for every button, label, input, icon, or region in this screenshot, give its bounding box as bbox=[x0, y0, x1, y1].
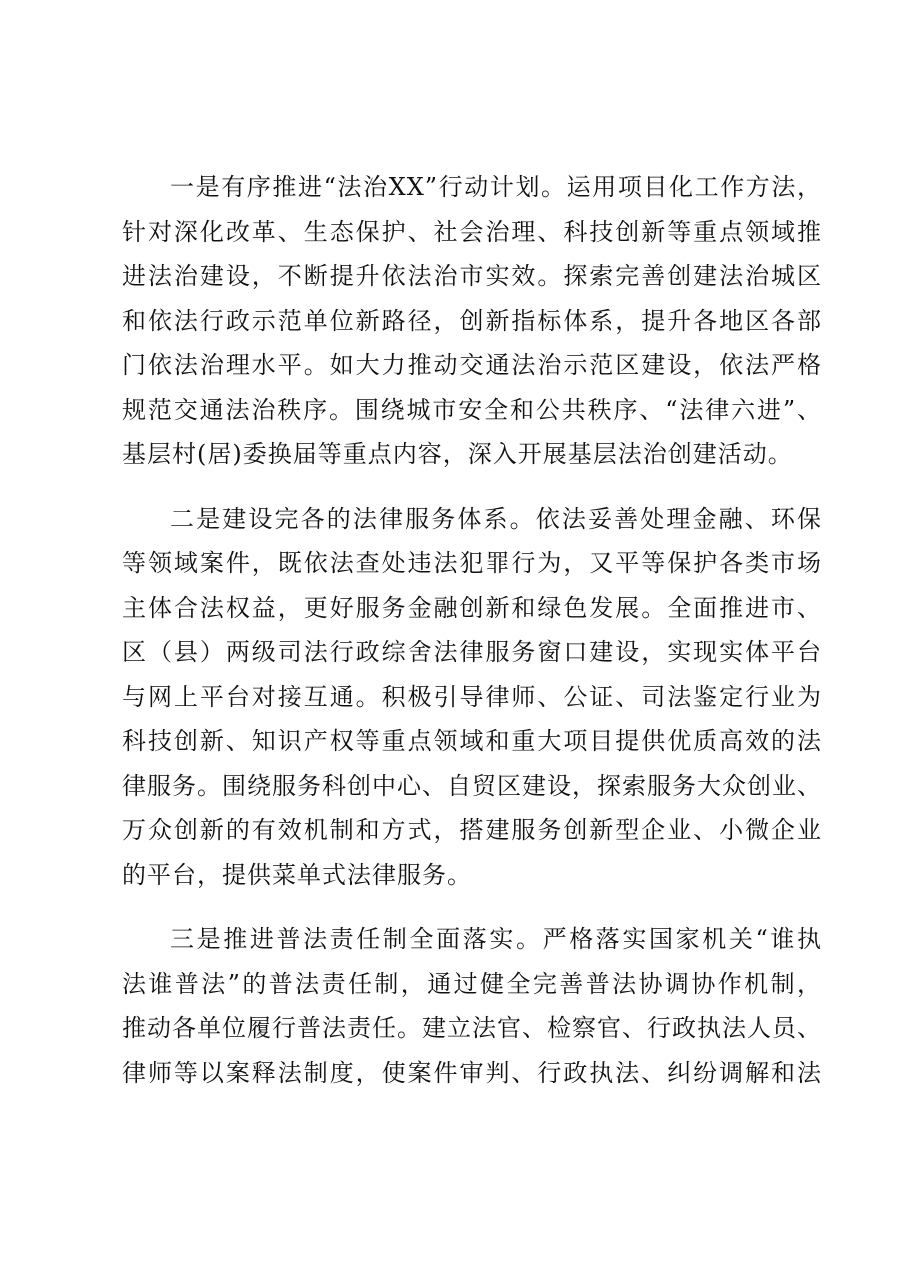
paragraph-3 bbox=[122, 917, 822, 1095]
text-line: 法谁普法”的普法责任制，通过健全完善普法协调协作机制， bbox=[122, 969, 822, 998]
document-body bbox=[122, 165, 822, 1115]
text-line: 二是建设完各的法律服务体系。依法妥善处理金融、环保 bbox=[170, 504, 822, 533]
text-line: 推动各单位履行普法责任。建立法官、检察官、行政执法人员、 bbox=[122, 1014, 822, 1042]
text-line: 规范交通法治秩序。围绕城市安全和公共秩序、“法律六进”、 bbox=[122, 395, 822, 424]
paragraph-2 bbox=[122, 497, 822, 898]
text-line: 区（县）两级司法行政综舍法律服务窗口建设，实现实体平台 bbox=[122, 638, 822, 666]
text-line: 万众创新的有效机制和方式，搭建服务创新型企业、小微企业 bbox=[122, 816, 822, 844]
text-line: 律师等以案释法制度，使案件审判、行政执法、纠纷调解和法 bbox=[122, 1058, 822, 1087]
text-line: 律服务。围绕服务科创中心、自贸区建设，探索服务大众创业、 bbox=[122, 771, 822, 800]
text-line: 科技创新、知识产权等重点领域和重大项目提供优质高效的法 bbox=[122, 727, 822, 755]
text-line: 与网上平台对接互通。积极引导律师、公证、司法鉴定行业为 bbox=[122, 682, 822, 711]
text-line: 等领域案件，既依法查处违法犯罪行为，又平等保护各类市场 bbox=[122, 549, 822, 577]
text-line: 的平台，提供菜单式法律服务。 bbox=[122, 860, 472, 889]
text-line: 主体合法权益，更好服务金融创新和绿色发展。全面推进市、 bbox=[122, 593, 822, 622]
text-line: 针对深化改革、生态保护、社会治理、科技创新等重点领域推 bbox=[122, 217, 822, 246]
text-line: 三是推进普法责任制全面落实。严格落实国家机关“谁执 bbox=[170, 925, 822, 953]
paragraph-1 bbox=[122, 165, 822, 477]
text-line: 一是有序推进“法治XX”行动计划。运用项目化工作方法， bbox=[170, 173, 822, 201]
text-line: 门依法治理水平。如大力推动交通法治示范区建设，依法严格 bbox=[122, 351, 822, 379]
text-line: 和依法行政示范单位新路径，创新指标体系，提升各地区各部 bbox=[122, 306, 822, 335]
text-line: 进法治建设，不断提升依法治市实效。探索完善创建法治城区 bbox=[122, 262, 822, 290]
text-line: 基层村(居)委换届等重点内容，深入开展基层法治创建活动。 bbox=[122, 440, 793, 468]
